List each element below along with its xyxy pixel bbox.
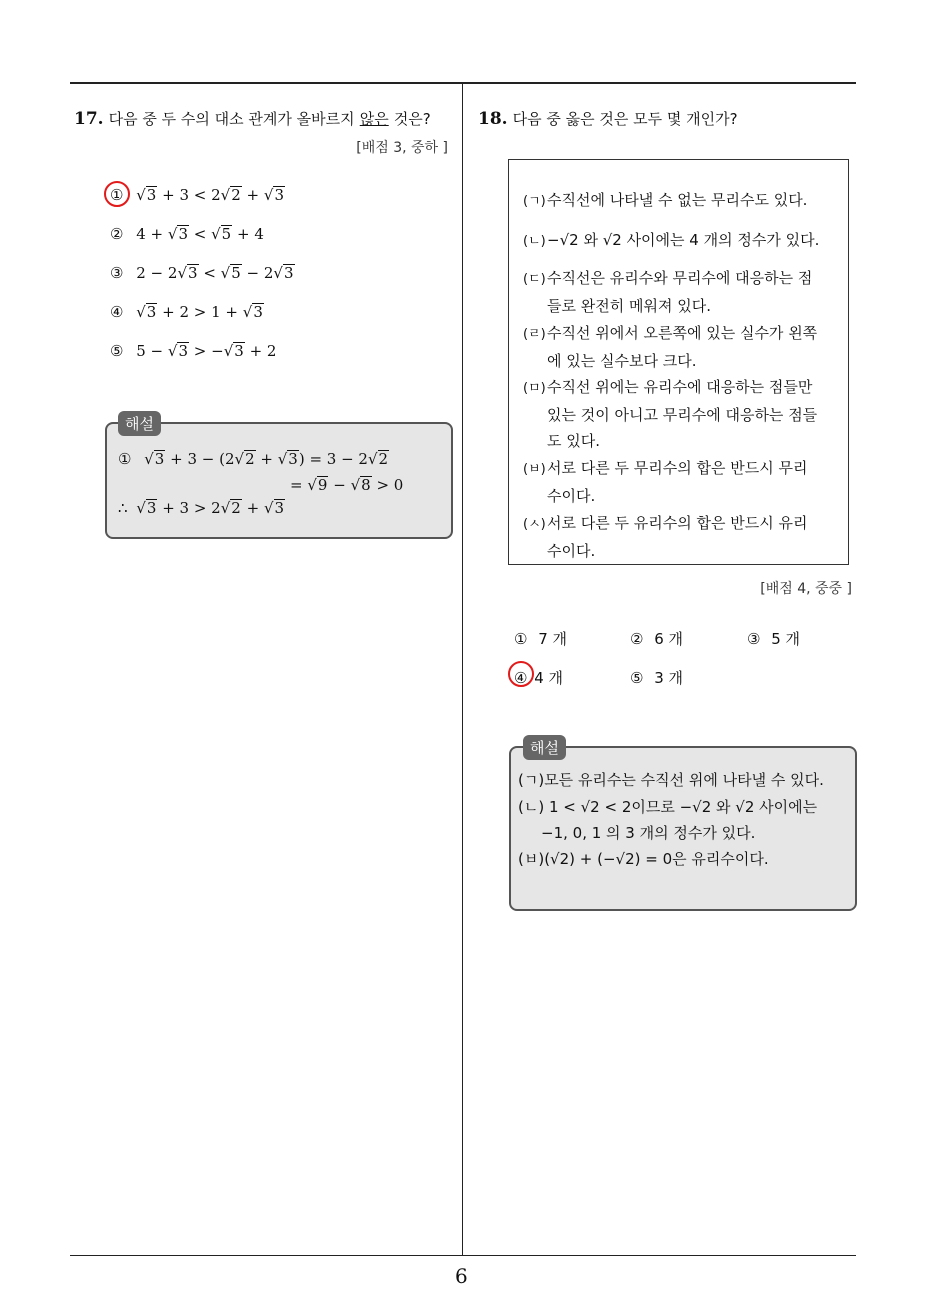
- q18-option-2[interactable]: [630, 628, 683, 649]
- option-label: 5 개: [771, 630, 801, 648]
- radicand: 2: [231, 186, 241, 204]
- option-text: +: [241, 186, 264, 204]
- statement-text: 수직선은 유리수와 무리수에 대응하는 점: [547, 269, 813, 287]
- radicand: 3: [146, 499, 157, 517]
- statement-mark: (ㄴ): [523, 234, 546, 249]
- radicand: 3: [146, 303, 157, 321]
- math-text: > 0: [371, 476, 404, 494]
- q18-statement: [523, 455, 807, 509]
- radicand: 3: [253, 303, 263, 321]
- q18-statement: [523, 320, 817, 374]
- statement-mark: (ㄱ): [523, 194, 546, 209]
- math-text: ∴: [118, 499, 133, 517]
- statement-text: 서로 다른 두 유리수의 합은 반드시 유리: [547, 514, 808, 532]
- statement-text: 들로 완전히 메워져 있다.: [547, 297, 711, 315]
- math-text: =: [290, 476, 308, 494]
- radicand: 3: [178, 342, 188, 360]
- q17-explain-line-2: = √ 9 − √ 8 > 0: [290, 476, 404, 494]
- statement-text: 수직선 위에는 유리수에 대응하는 점들만: [547, 378, 813, 396]
- math-text: −: [328, 476, 351, 494]
- math-text: +: [241, 499, 264, 517]
- option-marker: ①: [110, 186, 124, 204]
- statement-line: [523, 265, 812, 293]
- radicand: 3: [283, 264, 294, 282]
- q18-option-3[interactable]: [747, 628, 800, 649]
- q18-explain-line-2: (ㄴ) 1 < √2 < 2이므로 −√2 와 √2 사이에는: [518, 798, 818, 816]
- statement-mark: (ㄷ): [523, 272, 546, 287]
- q18-text: 다음 중 옳은 것은 모두 몇 개인가?: [512, 110, 738, 128]
- radicand: 3: [178, 225, 188, 243]
- option-marker: ⑤: [110, 342, 124, 360]
- radicand: 3: [154, 450, 165, 468]
- q17-text: 다음 중 두 수의 대소 관계가 올바르지: [108, 110, 355, 128]
- statement-line: [523, 483, 807, 509]
- statement-line: [523, 455, 807, 483]
- q17-meta: [배점 3, 중하 ]: [356, 140, 448, 156]
- q17-explain-line-3: ∴ √ 3 + 3 > 2 √ 2 + √ 3: [118, 499, 285, 517]
- q17-option-4[interactable]: ④ √ 3 + 2 > 1 + √ 3: [110, 303, 263, 321]
- option-label: 6 개: [654, 630, 684, 648]
- radicand: 8: [361, 476, 371, 494]
- q18-explanation-tag: 해설: [523, 735, 566, 760]
- statement-line: [523, 538, 807, 564]
- answer-circle-q17: [104, 181, 130, 207]
- option-text: − 2: [241, 264, 274, 282]
- q18-statement: [523, 227, 819, 255]
- math-text: + 3 > 2: [157, 499, 221, 517]
- q18-explain-line-4: (ㅂ)(√2) + (−√2) = 0은 유리수이다.: [518, 850, 769, 868]
- q18-statement: [523, 265, 812, 319]
- option-label: 7 개: [538, 630, 568, 648]
- math-text: +: [255, 450, 278, 468]
- statement-text: 서로 다른 두 무리수의 합은 반드시 무리: [547, 459, 808, 477]
- option-text: + 2: [244, 342, 277, 360]
- statement-text: −√2 와 √2 사이에는 4 개의 정수가 있다.: [547, 231, 820, 249]
- bottom-rule: [70, 1255, 856, 1256]
- q18-header: [478, 108, 738, 129]
- q17-text-end: 것은?: [393, 110, 431, 128]
- option-text: + 2 > 1 +: [157, 303, 243, 321]
- option-marker: ③: [747, 630, 761, 648]
- statement-line: [523, 510, 807, 538]
- radicand: 3: [188, 264, 198, 282]
- q18-explain-line-1: (ㄱ)모든 유리수는 수직선 위에 나타낼 수 있다.: [518, 771, 824, 789]
- q17-option-3[interactable]: ③ 2 − 2 √ 3 < √ 5 − 2 √ 3: [110, 264, 294, 282]
- statement-line: [523, 348, 817, 374]
- option-label: 4 개: [534, 669, 564, 687]
- option-marker: ④: [110, 303, 124, 321]
- q18-meta: [배점 4, 중중 ]: [760, 581, 852, 597]
- q17-explain-line-1: ① √ 3 + 3 − (2 √ 2 + √ 3 ) = 3 − 2 √ 2: [118, 450, 389, 468]
- radicand: 5: [231, 264, 241, 282]
- radicand: 3: [288, 450, 298, 468]
- radicand: 2: [245, 450, 255, 468]
- radicand: 3: [274, 499, 285, 517]
- option-label: 3 개: [654, 669, 684, 687]
- option-text: 4 +: [136, 225, 168, 243]
- option-marker: ②: [110, 225, 124, 243]
- statement-mark: (ㄹ): [523, 327, 546, 342]
- q17-explanation-tag: 해설: [118, 411, 161, 436]
- option-text: <: [189, 225, 212, 243]
- statement-text: 도 있다.: [547, 432, 601, 450]
- q17-text-underlined: 않은: [359, 110, 389, 128]
- statement-text: 에 있는 실수보다 크다.: [547, 352, 697, 370]
- option-text: + 3 < 2: [162, 186, 221, 204]
- page-number: 6: [455, 1264, 468, 1288]
- option-marker: ①: [118, 450, 132, 468]
- radicand: 5: [221, 225, 232, 243]
- statement-line: [523, 428, 817, 454]
- radicand: 3: [234, 342, 244, 360]
- option-marker: ④: [514, 669, 528, 687]
- q17-option-1[interactable]: ① √ 3 + 3 < 2 √ 2 + √ 3: [110, 186, 284, 204]
- q17-option-5[interactable]: ⑤ 5 − √ 3 > − √ 3 + 2: [110, 342, 277, 360]
- column-divider: [462, 84, 463, 1256]
- option-text: > −: [189, 342, 224, 360]
- option-text: <: [198, 264, 221, 282]
- statement-line: [523, 227, 819, 255]
- q17-number: 17.: [74, 109, 104, 129]
- q17-header: [74, 108, 431, 129]
- q18-number: 18.: [478, 109, 508, 129]
- statement-line: [523, 187, 807, 215]
- option-text: 2 − 2: [136, 264, 178, 282]
- q18-option-1[interactable]: [514, 628, 567, 649]
- math-text: ) = 3 − 2: [298, 450, 368, 468]
- top-rule: [70, 82, 856, 84]
- q18-option-5[interactable]: [630, 667, 683, 688]
- q18-statement: [523, 187, 807, 215]
- option-text: 5 −: [136, 342, 168, 360]
- radicand: 2: [378, 450, 389, 468]
- answer-circle-q18: [508, 661, 534, 687]
- radicand: 3: [274, 186, 284, 204]
- statement-line: [523, 320, 817, 348]
- statement-mark: (ㅁ): [523, 381, 546, 396]
- option-marker: ③: [110, 264, 124, 282]
- statement-text: 수이다.: [547, 542, 596, 560]
- statement-line: [523, 374, 817, 402]
- option-marker: ⑤: [630, 669, 644, 687]
- statement-line: [523, 402, 817, 428]
- q18-explain-line-3: −1, 0, 1 의 3 개의 정수가 있다.: [541, 824, 756, 842]
- option-marker: ①: [514, 630, 528, 648]
- statement-mark: (ㅅ): [523, 517, 546, 532]
- radicand: 9: [317, 476, 328, 494]
- statement-mark: (ㅂ): [523, 462, 546, 477]
- option-text: + 4: [232, 225, 264, 243]
- q17-option-2[interactable]: ② 4 + √ 3 < √ 5 + 4: [110, 225, 264, 243]
- radicand: 2: [231, 499, 241, 517]
- statement-text: 수이다.: [547, 487, 596, 505]
- option-marker: ②: [630, 630, 644, 648]
- statement-line: [523, 293, 812, 319]
- q18-statement: [523, 374, 817, 454]
- math-text: + 3 − (2: [165, 450, 235, 468]
- statement-text: 있는 것이 아니고 무리수에 대응하는 점들: [547, 406, 818, 424]
- statement-text: 수직선 위에서 오른쪽에 있는 실수가 왼쪽: [547, 324, 818, 342]
- radicand: 3: [146, 186, 157, 204]
- q18-statement: [523, 510, 807, 564]
- statement-text: 수직선에 나타낼 수 없는 무리수도 있다.: [547, 191, 808, 209]
